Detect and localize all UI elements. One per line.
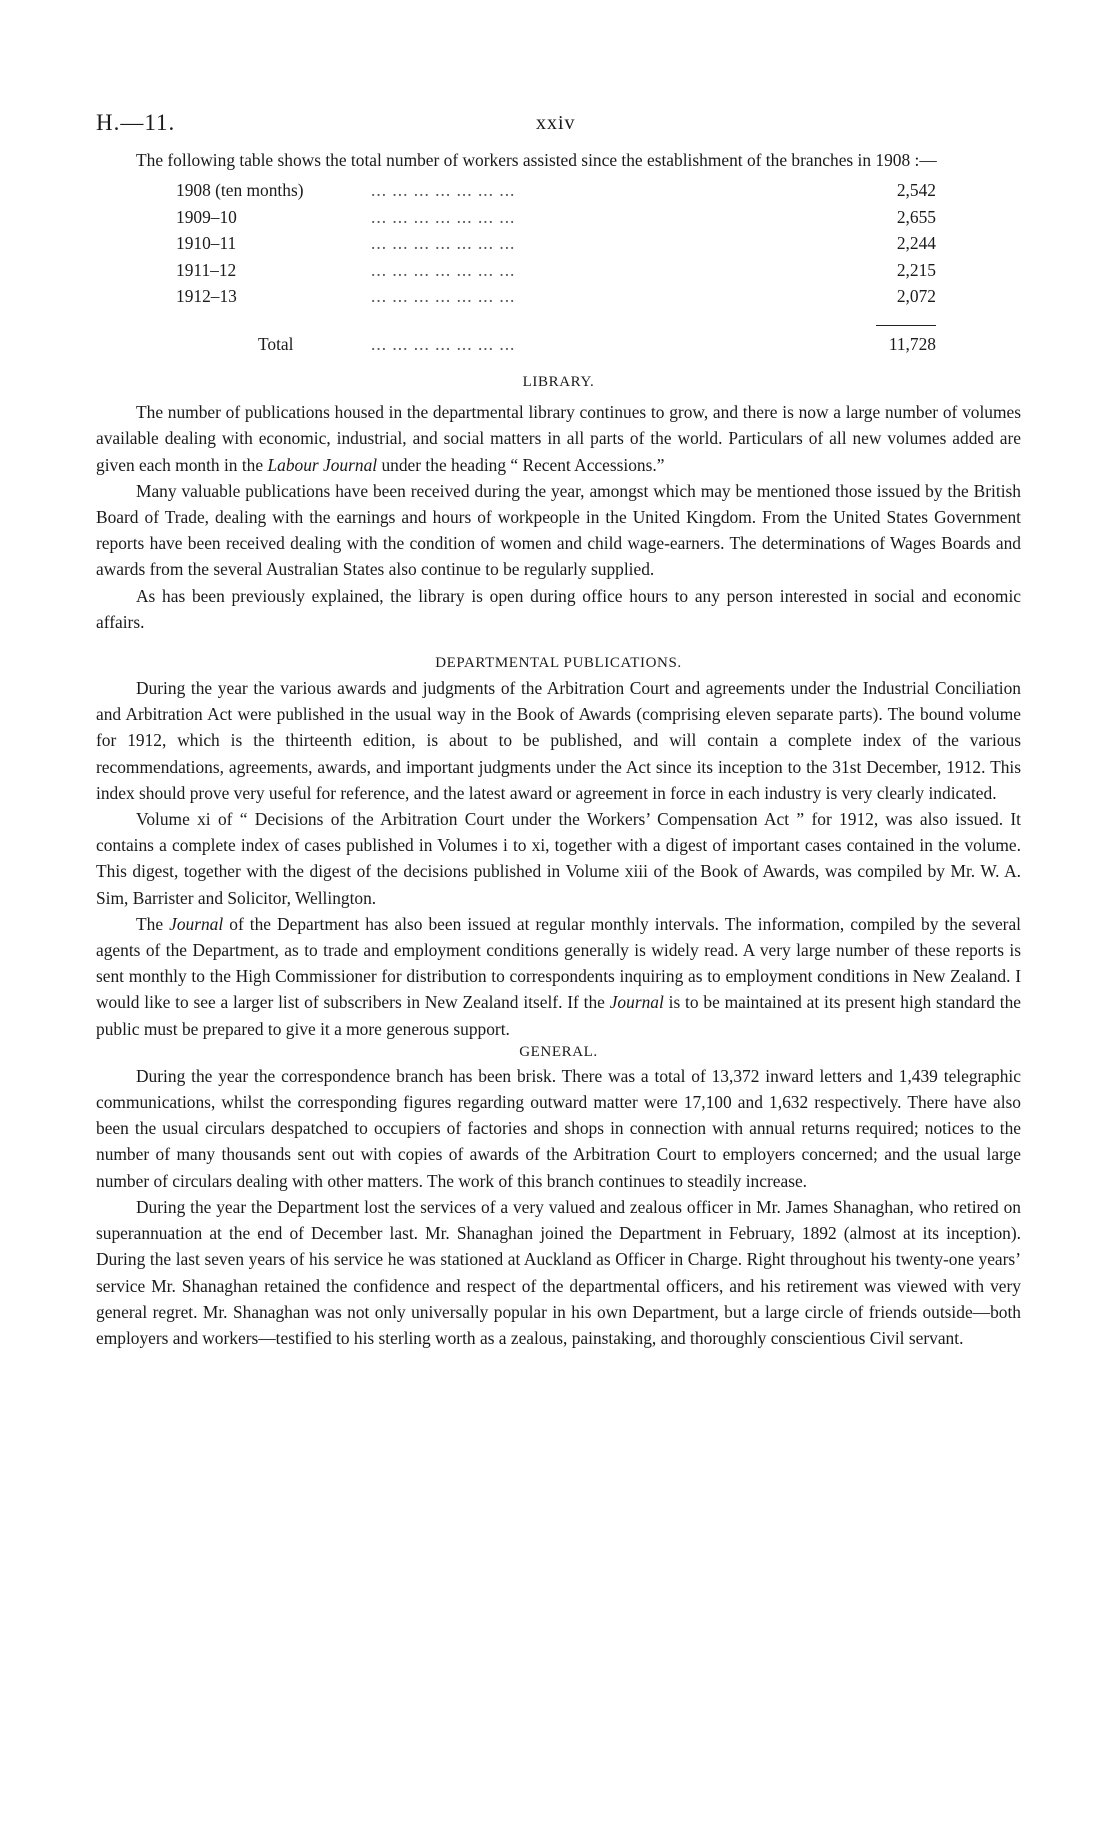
library-paragraph: Many valuable publications have been received during the year, amongst which may be mentioned those issued by the British Board of Trade, dealing with the earnings and hours of workpeople in the United Kingdom. From the United States Government reports have been received dealing with the condition of women and child wage-earners. The determinations of Wages Boards and awards from the several Australian States also continue to be regularly supplied.: [96, 480, 1021, 580]
journal-title: Journal: [169, 913, 224, 934]
document-page: [96, 110, 1021, 1351]
publications-paragraph: [96, 911, 1021, 1042]
row-label: 1909–10: [176, 206, 237, 227]
row-value: 2,215: [896, 259, 936, 280]
text-run: The number of publications housed in the departmental library continues to grow, and there is now a large number of volumes available dealing with economic, industrial, and social matters in all parts of the world. Particulars of all new volumes added are given each month in the: [96, 402, 1021, 475]
table-total-row: [176, 334, 936, 361]
row-value: 2,542: [896, 180, 936, 201]
row-value: 2,072: [896, 286, 936, 307]
dot-leader: ... ... ... ... ... ... ...: [371, 286, 516, 307]
table-row: [176, 180, 936, 207]
general-heading: GENERAL.: [519, 1043, 598, 1060]
text-run: is to be maintained at its present high standard the public must be prepared to give it a more generous support.: [96, 992, 1021, 1039]
journal-title: Journal: [609, 992, 664, 1013]
row-label: 1911–12: [176, 259, 237, 280]
total-label: Total: [258, 333, 294, 354]
table-row: [176, 233, 936, 260]
general-paragraph: During the year the Department lost the services of a very valued and zealous officer in Mr. James Shanaghan, who retired on superannuation at the end of December last. Mr. Shanaghan joined the Department in February, 1892 (almost at its inception). During the last seven years of his service he was stationed at Auckland as Officer in Charge. Right throughout his twenty-one years’ service Mr. Shanaghan retained the confidence and respect of the departmental officers, and his retirement was viewed with very general regret. Mr. Shanaghan was not only universally popular in his own Department, but a large circle of friends outside—both employers and workers—testified to his sterling worth as a zealous, painstaking, and thoroughly conscientious Civil servant.: [96, 1196, 1021, 1348]
library-paragraph: As has been previously explained, the library is open during office hours to any person interested in social and economic affairs.: [96, 585, 1021, 632]
total-value: 11,728: [888, 333, 936, 354]
table-row: [176, 286, 936, 313]
dot-leader: ... ... ... ... ... ... ...: [371, 233, 516, 254]
dot-leader: ... ... ... ... ... ... ...: [371, 180, 516, 201]
row-value: 2,655: [896, 206, 936, 227]
row-label: 1908 (ten months): [176, 180, 304, 201]
text-run: The: [136, 913, 170, 934]
library-heading: LIBRARY.: [522, 374, 595, 391]
row-value: 2,244: [896, 233, 936, 254]
document-code: H.—11.: [96, 110, 176, 135]
text-run: of the Department has also been issued at regular monthly intervals. The information, compiled by the several agents of the Department, as to trade and employment conditions generally is widely read. A very large number of these reports is sent monthly to the High Commissioner for distribution to correspondents inquiring as to employment conditions in New Zealand. I would like to see a larger list of subscribers in New Zealand itself. If the: [96, 913, 1022, 1013]
publications-paragraph: During the year the various awards and judgments of the Arbitration Court and agreements under the Industrial Conciliation and Arbitration Act were published in the usual way in the Book of Awards (comprising eleven separate parts). The bound volume for 1912, which is the thirteenth edition, is about to be published, and will contain a complete index of the various recommendations, agreements, awards, and important judgments under the Act since its inception to the 31st December, 1912. This index should prove very useful for reference, and the latest award or agreement in force in each industry is very clearly indicated.: [96, 678, 1021, 803]
table-intro: The following table shows the total number of workers assisted since the establishment of the branches in 1908 :—: [136, 150, 937, 170]
page-number: xxiv: [536, 112, 576, 134]
library-paragraph: [96, 399, 1021, 478]
row-label: 1912–13: [176, 286, 237, 307]
journal-title: Labour Journal: [267, 454, 378, 475]
workers-table: [176, 180, 936, 360]
row-label: 1910–11: [176, 233, 237, 254]
table-row: [176, 207, 936, 234]
page-header: [96, 110, 1021, 150]
text-run: under the heading “ Recent Accessions.”: [377, 454, 665, 475]
dot-leader: ... ... ... ... ... ... ...: [371, 206, 516, 227]
publications-paragraph: Volume xi of “ Decisions of the Arbitration Court under the Workers’ Compensation Act ” for 1912, was also issued. It contains a complete index of cases published in Volumes i to xi, together with a digest of important cases contained in the volume. This digest, together with the digest of the decisions published in Volume xiii of the Book of Awards, was compiled by Mr. W. A. Sim, Barrister and Solicitor, Wellington.: [96, 809, 1021, 908]
table-row: [176, 260, 936, 287]
dot-leader: ... ... ... ... ... ... ...: [371, 333, 516, 354]
publications-heading: DEPARTMENTAL PUBLICATIONS.: [435, 655, 682, 672]
total-rule: [876, 325, 936, 326]
general-paragraph: During the year the correspondence branch has been brisk. There was a total of 13,372 inward letters and 1,439 telegraphic communications, whilst the corresponding figures regarding outward matter were 17,100 and 1,632 respectively. There have also been the usual circulars despatched to occupiers of factories and shops in connection with annual returns required; notices to the number of many thousands sent out with copies of awards of the Arbitration Court to employers concerned; and the usual large number of circulars dealing with other matters. The work of this branch continues to steadily increase.: [96, 1065, 1021, 1191]
dot-leader: ... ... ... ... ... ... ...: [371, 259, 516, 280]
